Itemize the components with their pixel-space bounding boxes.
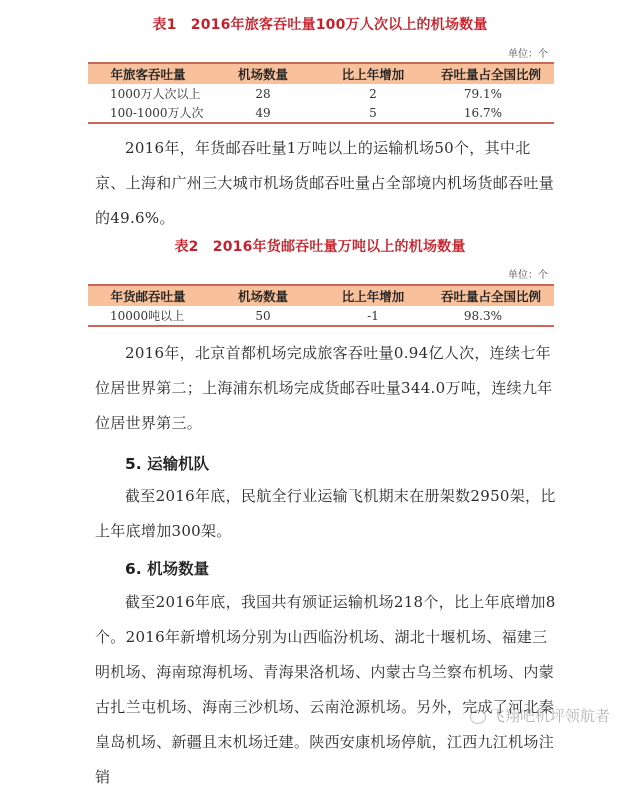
table2-header: 机场数量 xyxy=(208,285,318,306)
table-cell: 79.1% xyxy=(463,86,502,101)
table-cell: 5 xyxy=(318,103,428,123)
table1-title: 表1 2016年旅客吞吐量100万人次以上的机场数量 xyxy=(152,17,488,33)
table-cell: 98.3% xyxy=(428,306,554,326)
watermark-text: 飞翔吧机坪领航者 xyxy=(490,707,611,725)
table2-header: 比上年增加 xyxy=(318,285,428,306)
table1-header: 比上年增加 xyxy=(318,63,428,84)
table1-header: 机场数量 xyxy=(208,63,318,84)
table-cell: 10000吨以上 xyxy=(88,306,208,326)
table-cell: 1000万人次以上 xyxy=(110,87,201,101)
table1-header: 年旅客吞吐量 xyxy=(88,63,208,84)
table-cell: 49 xyxy=(208,103,318,123)
table-cell: 100-1000万人次 xyxy=(88,103,208,123)
table1-unit: 单位：个 xyxy=(508,49,548,60)
table-cell: 28 xyxy=(255,86,271,101)
table-cell: 2 xyxy=(369,86,377,101)
table2-header: 吞吐量占全国比例 xyxy=(428,285,554,306)
section6-heading: 6. 机场数量 xyxy=(125,560,210,578)
table2-title: 表2 2016年货邮吞吐量万吨以上的机场数量 xyxy=(174,239,466,255)
section5-heading: 5. 运输机队 xyxy=(125,455,210,473)
wechat-icon xyxy=(470,710,486,724)
table1 xyxy=(88,62,554,124)
table1-header: 吞吐量占全国比例 xyxy=(428,63,554,84)
paragraph-cargo: 2016年，年货邮吞吐量1万吨以上的运输机场50个，其中北京、上海和广州三大城市机场货邮吞吐量占全部境内机场货邮吞吐量的49.6%。 xyxy=(95,139,555,227)
table-row xyxy=(88,306,554,326)
section5-text: 截至2016年底，民航全行业运输飞机期末在册架数2950架，比上年底增加300架。 xyxy=(95,487,556,540)
table-cell: 50 xyxy=(208,306,318,326)
section6-text: 截至2016年底，我国共有颁证运输机场218个，比上年底增加8个。2016年新增机场分别为山西临汾机场、湖北十堰机场、福建三明机场、海南琼海机场、青海果洛机场、内蒙古乌兰察布机场、内蒙古扎兰屯机场、海南三沙机场、云南沧源机场。另外，完成了河北秦皇岛机场、新疆且末机场迁建。陕西安康机场停航，江西九江机场注销 xyxy=(95,593,556,786)
table-row xyxy=(88,84,554,103)
table-cell: 16.7% xyxy=(428,103,554,123)
table-cell: -1 xyxy=(318,306,428,326)
watermark xyxy=(470,705,610,726)
table2-header-row xyxy=(88,285,554,306)
paragraph-airport-ranking: 2016年，北京首都机场完成旅客吞吐量0.94亿人次，连续七年位居世界第二；上海浦东机场完成货邮吞吐量344.0万吨，连续九年位居世界第三。 xyxy=(95,344,553,432)
table2 xyxy=(88,284,554,327)
table-row xyxy=(88,103,554,123)
table1-header-row xyxy=(88,63,554,84)
table2-header: 年货邮吞吐量 xyxy=(88,285,208,306)
table2-unit: 单位：个 xyxy=(508,270,548,281)
